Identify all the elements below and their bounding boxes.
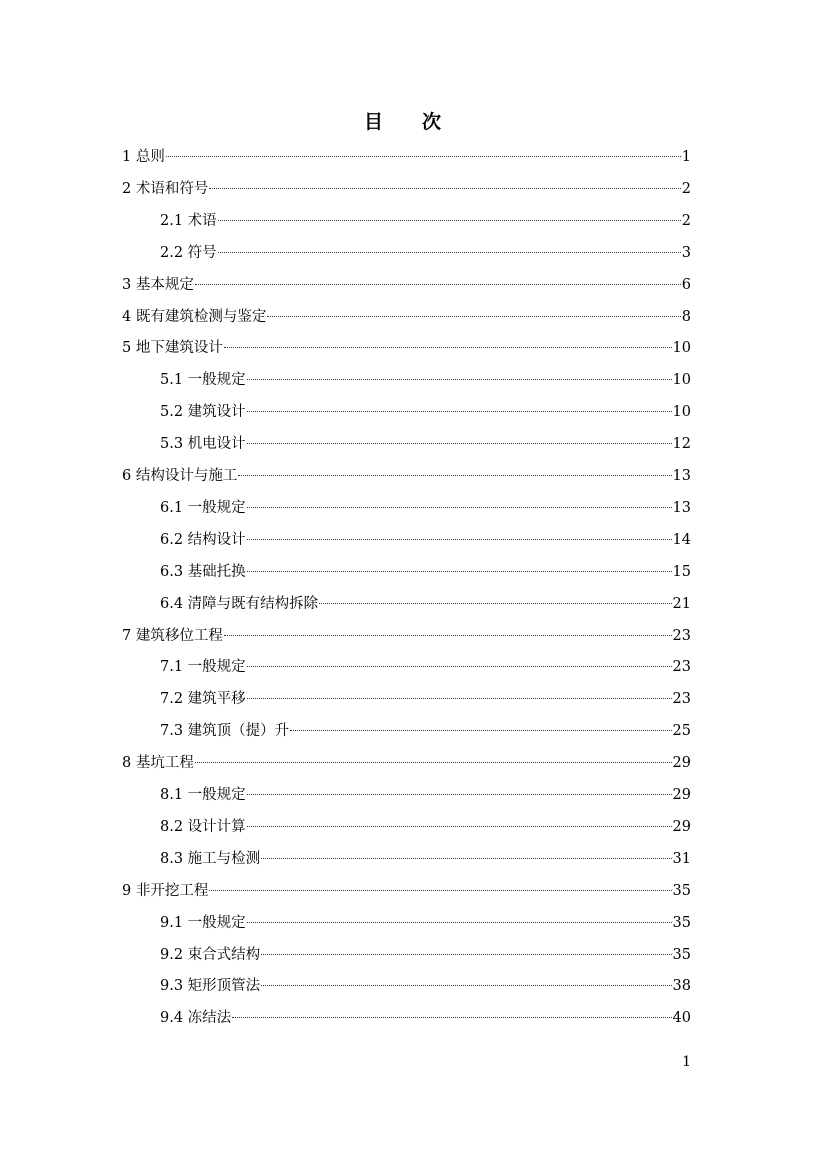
toc-entry[interactable] <box>122 752 691 774</box>
dot-leader <box>247 442 672 444</box>
toc-entry[interactable] <box>160 210 691 232</box>
dot-leader <box>261 953 671 955</box>
toc-entry-title: 3 基本规定 <box>122 276 194 293</box>
toc-entry-title: 5.2 建筑设计 <box>160 404 246 421</box>
toc-entry[interactable] <box>160 1007 691 1029</box>
dot-leader <box>195 283 681 285</box>
toc-entry-page: 35 <box>672 882 691 899</box>
toc-entry[interactable] <box>122 146 691 168</box>
toc-entry-page: 1 <box>681 149 691 165</box>
toc-entry-page: 35 <box>672 914 691 931</box>
toc-entry[interactable] <box>122 274 691 296</box>
toc-entry-page: 23 <box>672 691 691 708</box>
toc-entry-title: 6 结构设计与施工 <box>122 468 238 484</box>
toc-entry[interactable] <box>122 625 691 647</box>
toc-entry-page: 23 <box>672 627 691 644</box>
dot-leader <box>247 921 672 923</box>
toc-entry-title: 8.3 施工与检测 <box>160 850 261 867</box>
toc-entry-title: 9.1 一般规定 <box>160 914 246 931</box>
toc-entry-page: 31 <box>672 850 691 867</box>
toc-entry[interactable] <box>160 433 691 455</box>
toc-entry[interactable] <box>122 465 691 487</box>
toc-entry[interactable] <box>160 720 691 742</box>
dot-leader <box>232 1016 671 1018</box>
toc-entry[interactable] <box>160 242 691 264</box>
dot-leader <box>247 506 672 508</box>
toc-entry[interactable] <box>160 401 691 423</box>
toc-entry-page: 10 <box>672 340 691 357</box>
dot-leader <box>195 761 672 763</box>
dot-leader <box>261 984 671 986</box>
dot-leader <box>224 346 672 348</box>
toc-entry-page: 40 <box>672 1010 691 1027</box>
toc-entry-page: 29 <box>672 818 691 835</box>
dot-leader <box>224 634 672 636</box>
dot-leader <box>247 665 672 667</box>
dot-leader <box>247 378 672 380</box>
toc-entry-page: 3 <box>681 244 691 261</box>
toc-entry[interactable] <box>160 656 691 678</box>
toc-entry-page: 15 <box>672 563 691 580</box>
toc-entry[interactable] <box>160 944 691 966</box>
toc-entry-title: 6.2 结构设计 <box>160 531 246 548</box>
toc-entry-title: 2.1 术语 <box>160 212 217 229</box>
toc-entry[interactable] <box>160 688 691 710</box>
toc-entry-title: 7 建筑移位工程 <box>122 627 223 644</box>
toc-entry-title: 9 非开挖工程 <box>122 882 209 899</box>
dot-leader <box>218 251 681 253</box>
dot-leader <box>247 410 672 412</box>
toc-entry-page: 2 <box>681 180 691 197</box>
dot-leader <box>247 793 672 795</box>
dot-leader <box>267 315 680 317</box>
dot-leader <box>319 602 671 604</box>
dot-leader <box>166 155 681 157</box>
toc-entry[interactable] <box>160 497 691 519</box>
toc-entry-page: 29 <box>672 787 691 803</box>
toc-entry-title: 5.3 机电设计 <box>160 436 246 453</box>
toc-entry-title: 7.2 建筑平移 <box>160 691 246 708</box>
toc-entry-page: 23 <box>672 659 691 676</box>
toc-entry-page: 2 <box>681 212 691 229</box>
toc-entry[interactable] <box>122 178 691 200</box>
toc-entry[interactable] <box>160 561 691 583</box>
toc-entry-page: 10 <box>672 404 691 421</box>
toc-entry-page: 13 <box>672 499 691 516</box>
dot-leader <box>238 474 671 476</box>
toc-entry[interactable] <box>122 880 691 902</box>
toc-entry-title: 9.3 矩形顶管法 <box>160 978 261 995</box>
page-title: 目 次 <box>363 111 451 133</box>
toc-entry-title: 5 地下建筑设计 <box>122 340 223 357</box>
dot-leader <box>247 570 672 572</box>
toc-entry-title: 6.1 一般规定 <box>160 499 246 516</box>
dot-leader <box>247 825 672 827</box>
toc-entry-title: 4 既有建筑检测与鉴定 <box>122 308 267 325</box>
toc-entry-page: 14 <box>672 531 691 548</box>
dot-leader <box>247 697 672 699</box>
toc-entry-title: 2 术语和符号 <box>122 180 209 197</box>
toc-entry-title: 9.2 束合式结构 <box>160 946 261 963</box>
dot-leader <box>218 219 681 221</box>
dot-leader <box>290 729 671 731</box>
toc-entry[interactable] <box>122 306 691 328</box>
dot-leader <box>261 857 671 859</box>
toc-entry-title: 8.1 一般规定 <box>160 787 246 803</box>
toc-entry-page: 35 <box>672 946 691 963</box>
toc-entry-title: 7.1 一般规定 <box>160 659 246 676</box>
toc-entry-page: 29 <box>672 755 691 772</box>
toc-entry[interactable] <box>160 593 691 615</box>
toc-entry[interactable] <box>160 816 691 838</box>
toc-entry-page: 21 <box>672 595 691 612</box>
toc-entry-title: 5.1 一般规定 <box>160 372 246 389</box>
toc-entry[interactable] <box>160 848 691 870</box>
dot-leader <box>209 889 671 891</box>
toc-entry[interactable] <box>160 912 691 934</box>
toc-entry[interactable] <box>160 369 691 391</box>
toc-entry-page: 38 <box>672 978 691 995</box>
toc-entry-page: 12 <box>672 436 691 453</box>
toc-entry[interactable] <box>160 784 691 806</box>
toc-entry-title: 7.3 建筑顶（提）升 <box>160 723 290 740</box>
toc-entry-page: 25 <box>672 723 691 740</box>
toc-entry-title: 9.4 冻结法 <box>160 1010 232 1027</box>
toc-entry-title: 6.3 基础托换 <box>160 563 246 580</box>
dot-leader <box>209 187 680 189</box>
toc-entry-page: 8 <box>681 308 691 325</box>
toc-entry-title: 1 总则 <box>122 149 165 165</box>
toc-entry-title: 8 基坑工程 <box>122 755 194 772</box>
toc-entry[interactable] <box>160 975 691 997</box>
page-number: 1 <box>682 1054 691 1070</box>
toc-entry-title: 8.2 设计计算 <box>160 818 246 835</box>
toc-entry-page: 13 <box>672 468 691 484</box>
dot-leader <box>247 538 672 540</box>
toc-entry-title: 2.2 符号 <box>160 244 217 261</box>
toc-entry-page: 6 <box>681 276 691 293</box>
toc-entry[interactable] <box>160 529 691 551</box>
toc-entry[interactable] <box>122 337 691 359</box>
toc-entry-title: 6.4 清障与既有结构拆除 <box>160 595 319 612</box>
toc-entry-page: 10 <box>672 372 691 389</box>
